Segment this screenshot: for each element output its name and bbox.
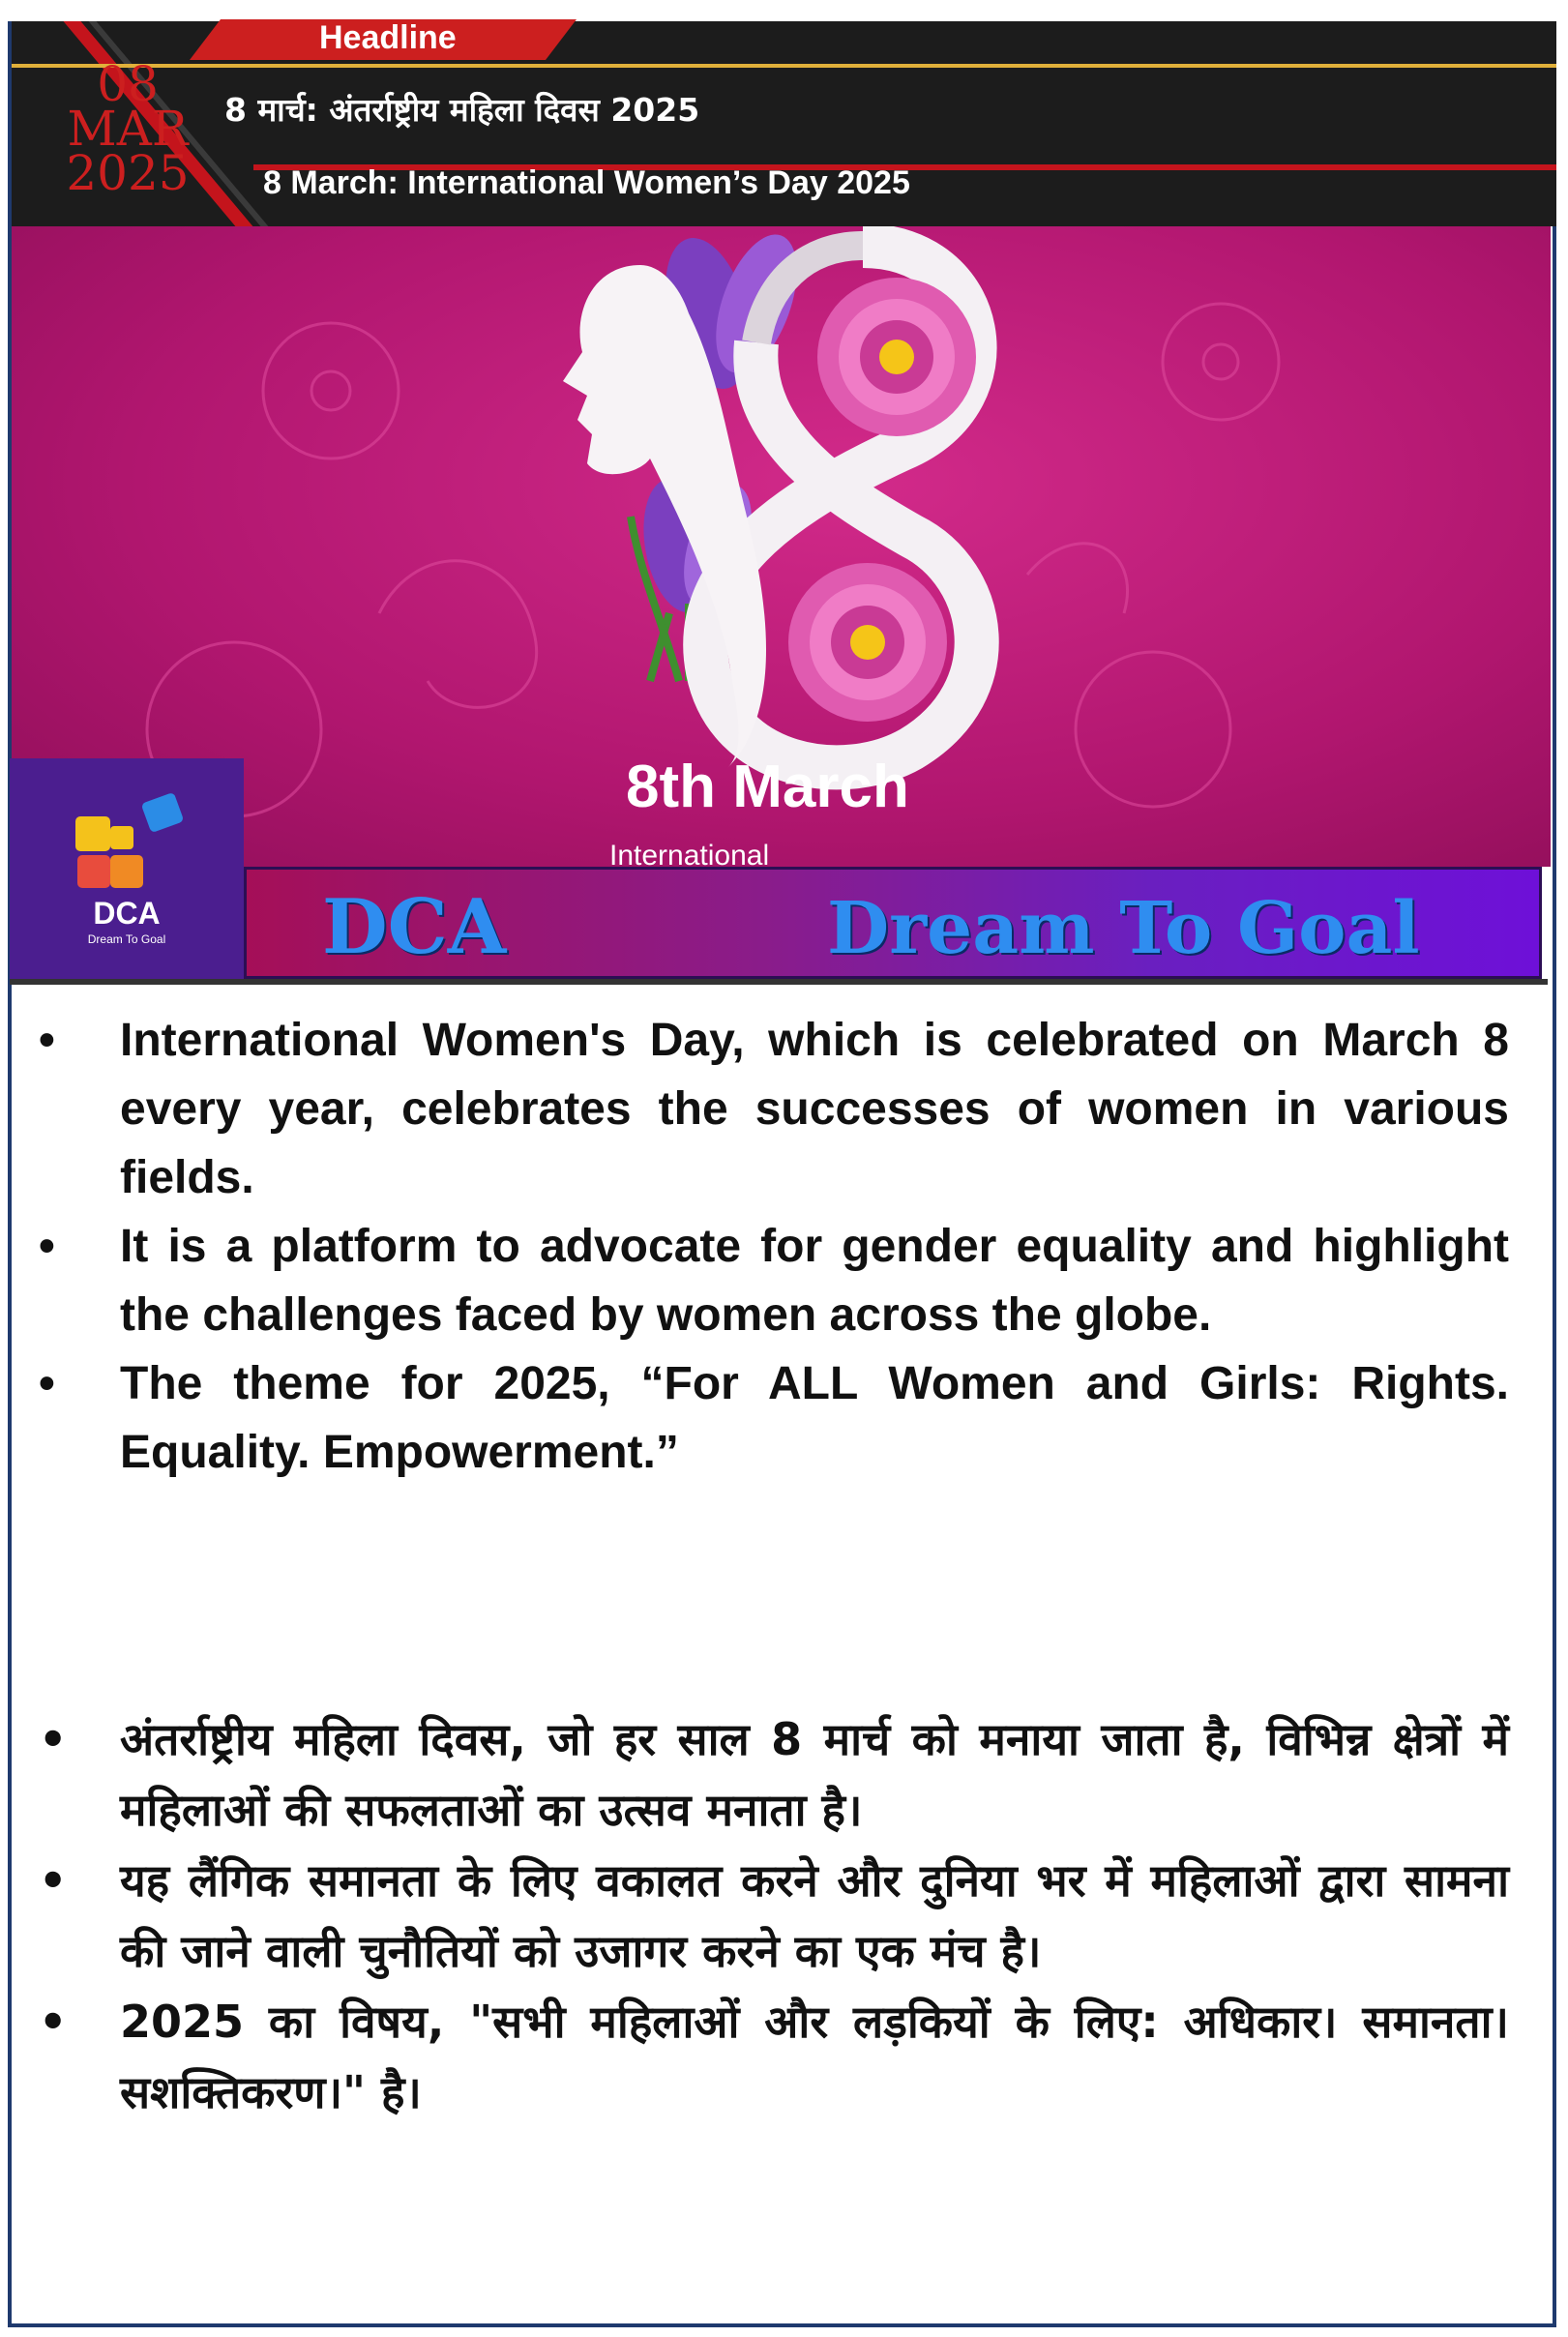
list-item: [39, 1006, 1509, 1212]
list-item: [39, 1349, 1509, 1487]
hindi-bullet-list: [39, 1704, 1509, 2128]
bullet-text: The theme for 2025, “For ALL Women and Girls: Rights. Equality. Empowerment.”: [120, 1358, 1509, 1478]
pink-daisy-top: [817, 278, 976, 436]
english-bullet-list: [39, 1006, 1509, 1487]
bullet-text: अंतर्राष्ट्रीय महिला दिवस, जो हर साल 8 मार्च को मनाया जाता है, विभिन्न क्षेत्रों में महिलाओं की सफलताओं का उत्सव मनाता है।: [120, 1713, 1509, 1836]
headline-hindi: 8 मार्च: अंतर्राष्ट्रीय महिला दिवस 2025: [224, 91, 700, 129]
list-item: [39, 1846, 1509, 1987]
date-month: MAR: [67, 101, 189, 157]
bullet-text: 2025 का विषय, "सभी महिलाओं और लड़कियों के लिए: अधिकार। समानता। सशक्तिकरण।" है।: [120, 1996, 1509, 2118]
bullet-icon: •: [39, 1221, 55, 1272]
date-block: [12, 56, 244, 201]
bullet-text: It is a platform to advocate for gender equality and highlight the challenges faced by women across the globe.: [120, 1221, 1509, 1341]
banner-divider: [10, 979, 1548, 985]
puzzle-icon: [10, 758, 244, 983]
bullet-icon: •: [39, 1015, 55, 1066]
bullet-icon: •: [39, 1713, 68, 1765]
bullet-icon: •: [39, 1996, 68, 2048]
bullet-text: यह लैंगिक समानता के लिए वकालत करने और दुनिया भर में महिलाओं द्वारा सामना की जाने वाली चुनौतियों को उजागर करने का एक मंच है।: [120, 1854, 1509, 1977]
bullet-icon: •: [39, 1358, 55, 1409]
dca-banner: [244, 867, 1542, 979]
headline-english: 8 March: International Women’s Day 2025: [263, 164, 910, 201]
dca-logo: [10, 758, 244, 983]
date-day: 08: [97, 56, 159, 112]
list-item: [39, 1987, 1509, 2128]
hero-sub-text: International: [609, 840, 770, 867]
headline-label: Headline: [319, 19, 457, 56]
pink-daisy-bottom: [788, 563, 947, 722]
logo-tagline: Dream To Goal: [87, 932, 166, 946]
hero-date-text: 8th March: [626, 754, 909, 820]
banner-dca-text: DCA: [322, 883, 507, 971]
bullet-icon: •: [39, 1854, 68, 1907]
logo-name: DCA: [93, 896, 161, 931]
banner-tagline: Dream To Goal: [827, 887, 1420, 970]
date-year: 2025: [66, 145, 190, 201]
bullet-text: International Women's Day, which is celebrated on March 8 every year, celebrates the successes of women in various fields.: [120, 1015, 1509, 1203]
list-item: [39, 1212, 1509, 1349]
list-item: [39, 1704, 1509, 1846]
